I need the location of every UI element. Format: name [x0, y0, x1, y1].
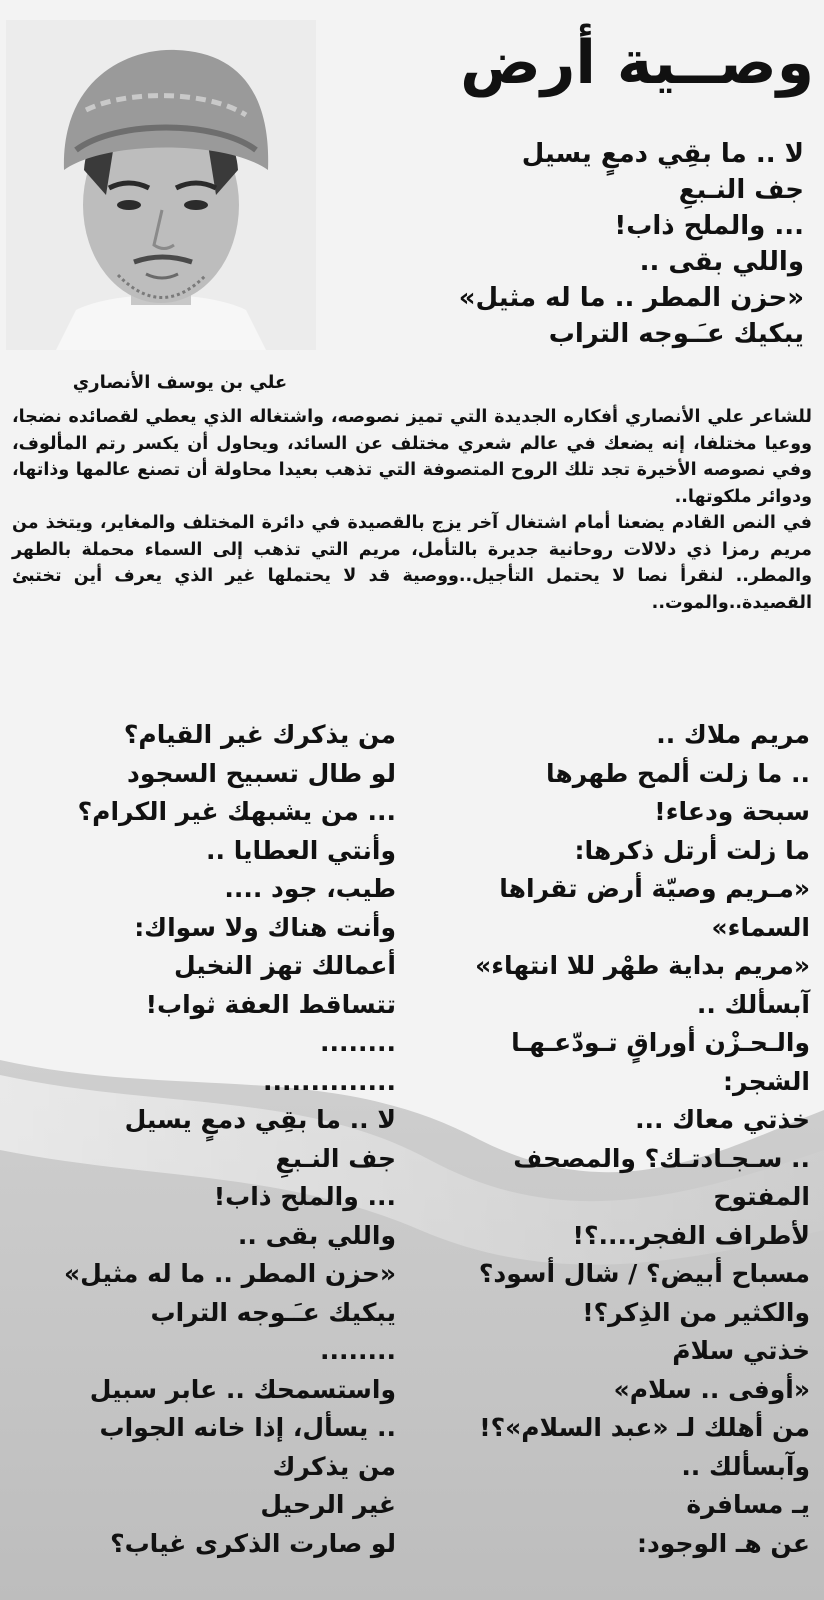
poem-line: .. يسأل، إذا خانه الجواب: [99, 1413, 396, 1442]
author-name-caption: علي بن يوسف الأنصاري: [72, 372, 288, 393]
poem-line: والـحـزْن أوراقٍ تـودّعـهـا: [511, 1028, 810, 1057]
poem-line: سبحة ودعاء!: [654, 797, 810, 826]
poem-line: المفتوح: [713, 1182, 810, 1211]
poem-line: واللي بقى ..: [237, 1220, 396, 1250]
poem-line: ... والملح ذاب!: [213, 1182, 396, 1211]
verse-line: جف النـبعِ: [678, 175, 804, 205]
poem-title: وصــية أرض: [460, 28, 814, 98]
poem-line: «مـريم وصيّة أرض تقراها: [499, 874, 810, 903]
poem-line: مسباح أبيض؟ / شال أسود؟: [478, 1259, 810, 1288]
poem-line: واستسمحك .. عابر سبيل: [89, 1374, 396, 1404]
intro-verse: [344, 136, 804, 352]
poem-line: ........: [320, 1336, 396, 1365]
poem-line: من أهلك لـ «عبد السلام»؟!: [479, 1413, 810, 1442]
poem-line: جف النـبعِ: [275, 1143, 396, 1173]
poem-line: طيب، جود ....: [224, 874, 396, 903]
prose-paragraph: للشاعر علي الأنصاري أفكاره الجديدة التي تميز نصوصه، واشتغاله الذي يعطي لقصائده نضجا، ووعيا مختلفا، إنه يضعك في عالم شعري مختلف عن السائد، ويحاول أن يكسر رتم المألوف، وفي نصوصه الأخيرة تجد تلك الروح المتصوفة التي تذهب بعيدا محاولة أن تصنع عالمها وذاتها، ودوائر ملكوتها..: [12, 407, 812, 507]
poem-line: .. ما زلت ألمح طهرها: [546, 758, 810, 788]
poem-line: «مريم بداية طهْر للا انتهاء»: [475, 951, 810, 980]
poem-line: لو طال تسبيح السجود: [127, 758, 396, 788]
poem-line: يـ مسافرة: [686, 1490, 810, 1519]
poem-line: أعمالك تهز النخيل: [173, 951, 396, 980]
poem-line: ..............: [263, 1066, 396, 1096]
poem-line: ........: [320, 1028, 396, 1057]
poem-line: عن هـ الوجود:: [636, 1528, 810, 1558]
verse-line: واللي بقى ..: [639, 247, 804, 277]
poem-line: .. سـجـادتـك؟ والمصحف: [513, 1143, 810, 1173]
poem-line: الشجر:: [723, 1066, 810, 1096]
poem-line: من يذكرك غير القيام؟: [123, 720, 396, 749]
verse-line: ... والملح ذاب!: [614, 211, 804, 241]
poem-line: يبكيك عـَـوجه التراب: [150, 1297, 396, 1327]
poem-line: وأنتي العطايا ..: [206, 835, 396, 865]
poem-line: خذتي معاك ...: [635, 1105, 810, 1134]
poem-line: وأنت هناك ولا سواك:: [134, 912, 396, 942]
poem-line: غير الرحيل: [260, 1490, 396, 1519]
intro-prose: [12, 404, 812, 616]
verse-line: «حزن المطر .. ما له مثيل»: [458, 283, 804, 313]
verse-line: لا .. ما بقِي دمعٍ يسيل: [521, 139, 804, 169]
poem-line: السماء»: [711, 912, 810, 942]
poem-line: ما زلت أرتل ذكرها:: [574, 835, 810, 865]
poem-line: «أوفى .. سلام»: [613, 1374, 810, 1404]
poem-line: لو صارت الذكرى غياب؟: [110, 1528, 396, 1558]
poem-line: ... من يشبهك غير الكرام؟: [77, 797, 396, 826]
poem-column-right: [410, 716, 810, 1563]
poem-column-left: [16, 716, 396, 1563]
poem-line: لأطراف الفجر....؟!: [572, 1220, 810, 1250]
poem-line: من يذكرك: [272, 1451, 396, 1481]
poem-line: وآبسألك ..: [681, 1451, 810, 1481]
poem-line: تتساقط العفة ثواب!: [145, 989, 396, 1019]
verse-line: يبكيك عـَـوجه التراب: [548, 319, 804, 349]
poem-line: خذتي سلامَ: [672, 1336, 810, 1365]
prose-paragraph: في النص القادم يضعنا أمام اشتغال آخر يزج بالقصيدة في دائرة المختلف والمغاير، ويتخذ من مريم رمزا ذي دلالات روحانية جديرة بالتأمل، مريم التي تذهب إلى السماء محملة بالطهر والمطر.. لنقرأ نصا لا يحتمل التأجيل..ووصية قد لا يحتملها غير الذي يعرف أين تختبئ القصيدة..والموت..: [12, 513, 812, 613]
author-portrait-image: [6, 20, 316, 350]
poem-line: آبسألك ..: [696, 989, 810, 1019]
author-photo: [6, 20, 316, 350]
poem-line: «حزن المطر .. ما له مثيل»: [64, 1259, 396, 1288]
poem-line: والكثير من الذِكر؟!: [582, 1297, 810, 1327]
poem-line: لا .. ما بقِي دمعٍ يسيل: [124, 1105, 396, 1134]
poem-line: مريم ملاك ..: [656, 720, 810, 749]
